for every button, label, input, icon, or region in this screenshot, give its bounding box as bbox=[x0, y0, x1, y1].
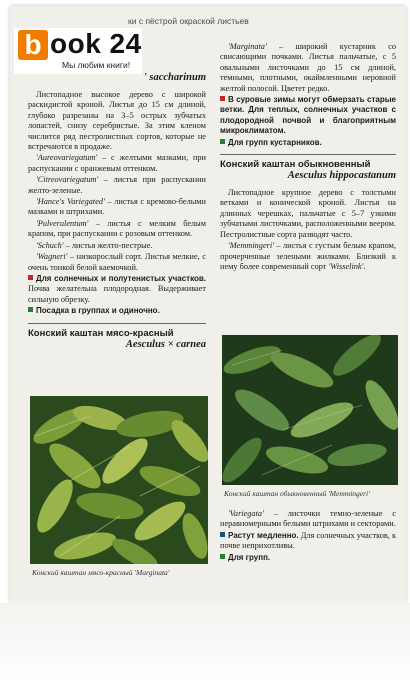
planting-note bbox=[220, 138, 396, 148]
growth-note-bold: Растут медленно. bbox=[228, 530, 299, 540]
cultivar-paragraph bbox=[28, 219, 206, 240]
cultivar-paragraph bbox=[220, 509, 396, 530]
book-page bbox=[10, 6, 406, 603]
cultivar-name: 'Marginata' bbox=[228, 42, 267, 51]
planting-marker-icon bbox=[28, 307, 33, 312]
section-divider bbox=[220, 154, 396, 155]
cultivar-paragraph bbox=[28, 197, 206, 218]
cultivar-text-end: . bbox=[363, 261, 366, 271]
planting-marker-icon bbox=[220, 139, 225, 144]
photo-aesculus-carnea-marginata bbox=[30, 396, 208, 564]
planting-note bbox=[220, 553, 396, 563]
care-note bbox=[220, 95, 396, 137]
cultivar-text: – листочки темно-зеленые с неравномерными белыми штрихами и секторами. bbox=[220, 509, 396, 529]
frost-marker-icon bbox=[220, 96, 225, 101]
section-heading-latin: Aesculus × carnea bbox=[125, 338, 206, 350]
planting-note-text: Посадка в группах и одиночно. bbox=[36, 306, 160, 316]
photo-caption-left: Конский каштан мясо-красный 'Marginata' bbox=[32, 568, 170, 577]
cultivar-text: – низкорослый сорт. Листья мелкие, с очень тонкой белой каемочкой. bbox=[28, 252, 206, 272]
cultivar-name-2: 'Wisselink' bbox=[328, 261, 364, 271]
leaves-image bbox=[30, 396, 208, 564]
planting-note-text: Для групп. bbox=[228, 552, 271, 562]
photo-aesculus-hippocastanum-memmingeri bbox=[222, 335, 398, 485]
cultivar-paragraph bbox=[28, 252, 206, 273]
care-note-bold: Для солнечных и полутенистых участков. bbox=[36, 273, 206, 283]
section-heading: Конский каштан мясо-красный bbox=[28, 327, 174, 339]
cultivar-paragraph bbox=[220, 241, 396, 272]
cultivar-name: 'Hance's Variegated' bbox=[36, 197, 105, 207]
book24-logo[interactable] bbox=[14, 28, 142, 74]
photo-caption-right: Конский каштан обыкновенный 'Memmingeri' bbox=[224, 489, 370, 498]
cultivar-name: 'Aureovariegatum' bbox=[36, 153, 98, 163]
cultivar-paragraph bbox=[28, 241, 206, 251]
cultivar-text: – с желтыми мазками, при распускании с оранжевым оттенком. bbox=[28, 153, 206, 173]
cultivar-text: – листья с мелким белым крапом, при распускании с розовым оттенком. bbox=[28, 218, 206, 239]
cultivar-paragraph bbox=[28, 175, 206, 196]
care-note-bold: В суровые зимы могут обмерзать старые ветки. bbox=[220, 95, 396, 115]
cultivar-paragraph bbox=[220, 42, 396, 94]
bottom-fade bbox=[0, 603, 410, 685]
leaves-image-right bbox=[222, 335, 398, 485]
cultivar-name: 'Variegata' bbox=[228, 509, 264, 518]
planting-note bbox=[28, 306, 206, 316]
planting-marker-icon bbox=[220, 554, 225, 559]
logo-b-icon: b bbox=[18, 30, 48, 60]
growth-note bbox=[220, 531, 396, 552]
cultivar-name: 'Wagneri' bbox=[36, 252, 68, 262]
cultivar-name: 'Memmingeri' bbox=[228, 241, 274, 251]
cultivar-text: – широкий кустарник со свисающими почками. Листья пальчатые, с 5 овальными листочками до 15 см длиной, темными, плотными, окаймленными неровной желтой полосой. Цветет редко. bbox=[220, 42, 396, 93]
logo-tagline: Мы любим книги! bbox=[62, 60, 131, 70]
species-heading-tail: ' saccharinum bbox=[143, 72, 206, 83]
section-divider bbox=[28, 323, 206, 324]
sun-marker-icon bbox=[28, 275, 33, 280]
paragraph: Листопадное крупное дерево с толстыми ветками и конической кроной. Листья на длинных черешках, пальчатые с 5–7 узкими зубчатыми листочками, расположенными веером. Пестролистные сорта разводят часто. bbox=[220, 188, 396, 239]
cultivar-name: 'Schuch' bbox=[36, 240, 64, 250]
logo-text: ook 24 bbox=[50, 28, 142, 59]
cultivar-text: – листья при распускании желто-зеленые. bbox=[28, 175, 206, 195]
cultivar-text: – листья с густым белым крапом, прочерченные зелеными жилками. Близкий к нему более современный сорт bbox=[220, 241, 396, 271]
section-heading: Конский каштан обыкновенный bbox=[220, 159, 371, 171]
cultivar-name: 'Pulverulentum' bbox=[36, 218, 89, 228]
cultivar-text: – листья с кремово-белыми мазками и штрихами. bbox=[28, 197, 206, 217]
growth-marker-icon bbox=[220, 532, 225, 537]
care-note-text: Почва желательна плодородная. Выдерживает сильную обрезку. bbox=[28, 284, 206, 304]
planting-note-text: Для групп кустарников. bbox=[228, 137, 322, 147]
section-heading-latin: Aesculus hippocastanum bbox=[287, 170, 396, 182]
paragraph: Листопадное высокое дерево с широкой раскидистой кроной. Листья до 15 см длиной, глубоко разрезаны на 3–5 острых зубчатых лопастей, снизу серебристые. За этим кленом числится ряд пестролистных сортов, которые не встречаются в продаже. bbox=[28, 90, 206, 152]
cultivar-text: – листья желто-пестрые. bbox=[63, 240, 153, 250]
care-note-bold2: Для теплых, солнечных участков с плодородной почвой и благоприятным микроклиматом. bbox=[220, 105, 396, 136]
running-title: ки с пёстрой окраской листьев bbox=[128, 16, 249, 26]
right-column bbox=[220, 42, 396, 273]
cultivar-paragraph bbox=[28, 153, 206, 174]
left-column bbox=[28, 72, 206, 351]
right-column-bottom bbox=[220, 509, 396, 564]
care-note bbox=[28, 274, 206, 305]
growth-note-text: Для солнечных участков, к почве неприхотливы. bbox=[220, 530, 396, 551]
cultivar-name: 'Citreovariegatum' bbox=[36, 175, 99, 185]
